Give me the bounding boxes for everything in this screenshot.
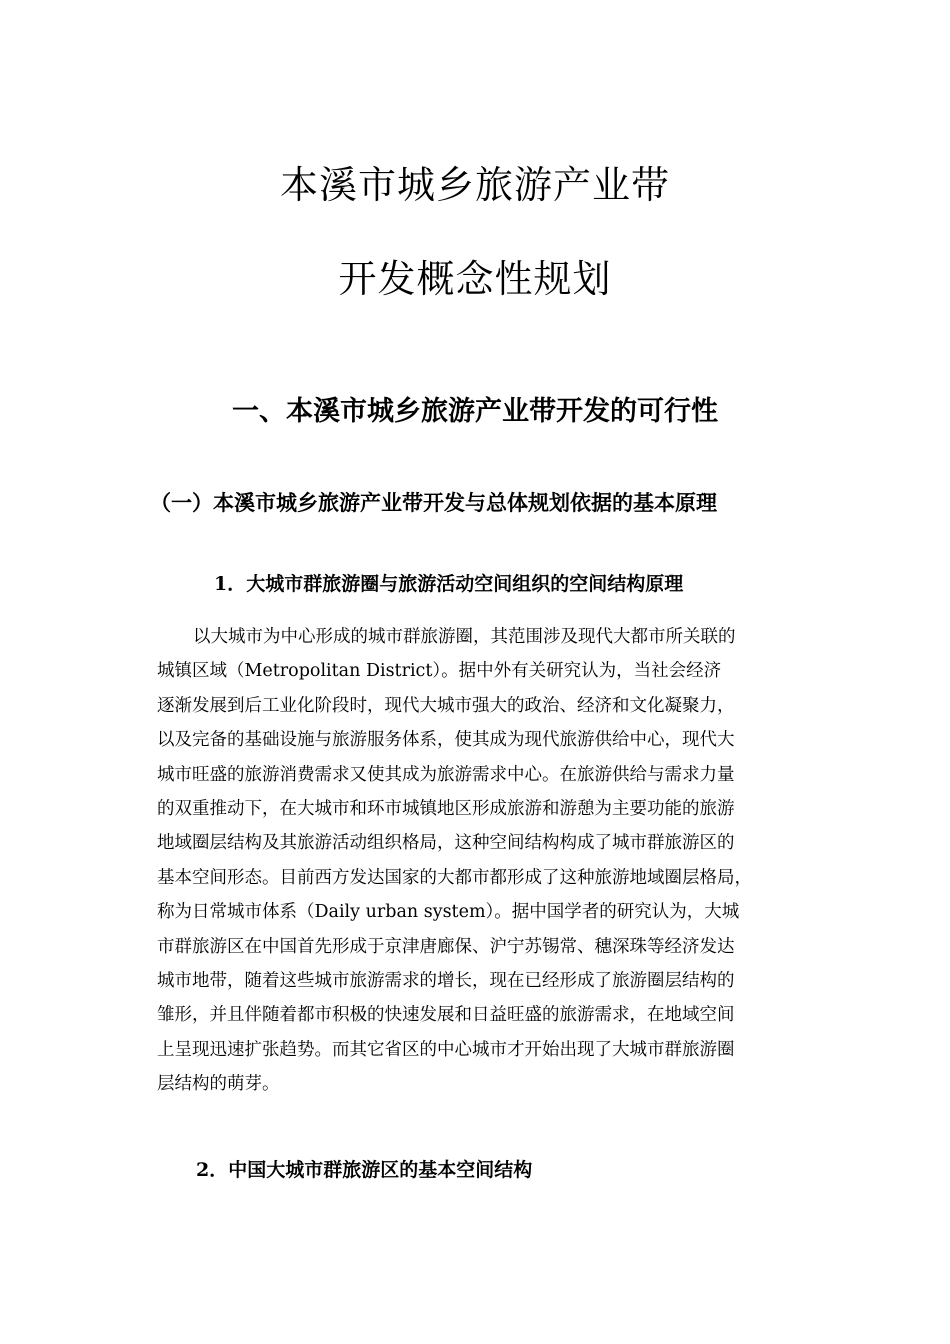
document-title-line-1: 本溪市城乡旅游产业带 [279, 163, 670, 207]
paragraph-line: 以大城市为中心形成的城市群旅游圈，其范围涉及现代大都市所关联的 [193, 627, 736, 647]
section-heading: 一、本溪市城乡旅游产业带开发的可行性 [232, 396, 718, 427]
document-title-line-2: 开发概念性规划 [338, 257, 612, 301]
paragraph-line: 地域圈层结构及其旅游活动组织格局，这种空间结构构成了城市群旅游区的 [157, 833, 735, 854]
paragraph-line: 基本空间形态。目前西方发达国家的大都市都形成了这种旅游地域圈层格局， [157, 867, 752, 888]
paragraph-line: 雏形，并且伴随着都市积极的快速发展和日益旺盛的旅游需求，在地域空间 [157, 1005, 735, 1026]
paragraph-line: 的双重推动下，在大城市和环市城镇地区形成旅游和游憩为主要功能的旅游 [157, 798, 735, 819]
paragraph-line: 城镇区域（Metropolitan District）。据中外有关研究认为，当社会经济 [157, 661, 722, 682]
paragraph-line: 层结构的萌芽。 [157, 1074, 280, 1095]
paragraph-line: 城市旺盛的旅游消费需求又使其成为旅游需求中心。在旅游供给与需求力量 [157, 764, 735, 785]
paragraph-line: 市群旅游区在中国首先形成于京津唐廊保、沪宁苏锡常、穗深珠等经济发达 [157, 936, 735, 957]
paragraph-line: 城市地带，随着这些城市旅游需求的增长，现在已经形成了旅游圈层结构的 [157, 970, 735, 991]
paragraph-line: 逐渐发展到后工业化阶段时，现代大城市强大的政治、经济和文化凝聚力， [157, 695, 735, 716]
paragraph-line: 称为日常城市体系（Daily urban system）。据中国学者的研究认为，大城 [157, 902, 740, 923]
body-paragraph [157, 620, 807, 1101]
subsection-heading: （一）本溪市城乡旅游产业带开发与总体规划依据的基本原理 [150, 490, 717, 515]
item-heading-1: 1．大城市群旅游圈与旅游活动空间组织的空间结构原理 [214, 573, 684, 595]
item-heading-2: 2．中国大城市群旅游区的基本空间结构 [196, 1159, 533, 1181]
paragraph-line: 上呈现迅速扩张趋势。而其它省区的中心城市才开始出现了大城市群旅游圈 [157, 1039, 735, 1060]
paragraph-line: 以及完备的基础设施与旅游服务体系，使其成为现代旅游供给中心，现代大 [157, 730, 735, 751]
